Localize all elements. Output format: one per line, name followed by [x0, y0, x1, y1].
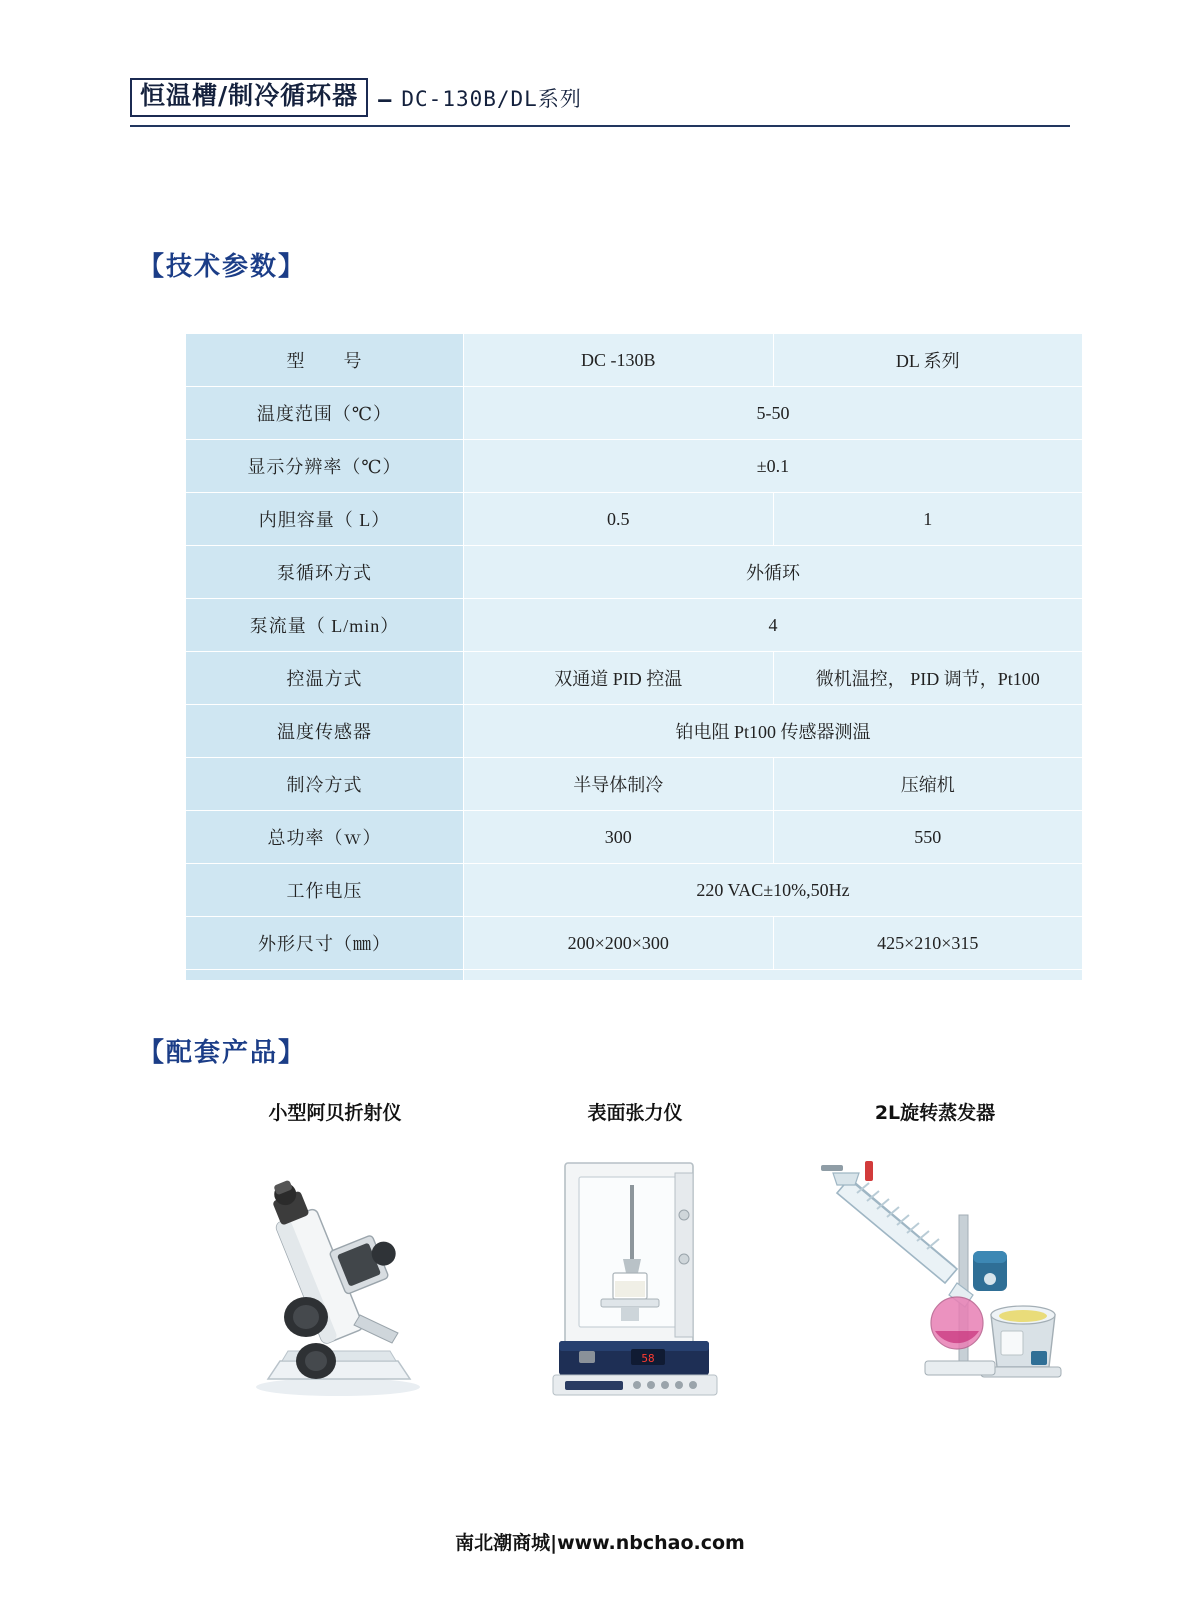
row-label: 制冷方式 — [186, 758, 464, 811]
section-heading-specs: 【技术参数】 — [138, 252, 307, 282]
abbe-refractometer-image — [185, 1155, 485, 1405]
spec-table-container — [185, 333, 1083, 981]
rotary-evaporator-image — [785, 1155, 1085, 1405]
row-label: 工作电压 — [186, 864, 464, 917]
surface-tensiometer-image — [485, 1155, 785, 1405]
page-header — [130, 78, 1070, 127]
page-title: 恒温槽/制冷循环器 — [130, 78, 368, 117]
row-value-dl: 1 — [773, 493, 1083, 546]
row-label: 温度传感器 — [186, 705, 464, 758]
row-value-merged: ±0.1 — [464, 440, 1083, 493]
table-row — [186, 334, 1083, 387]
row-value-dc130b: 半导体制冷 — [464, 758, 774, 811]
row-value-merged: 4 — [464, 599, 1083, 652]
table-row — [186, 758, 1083, 811]
table-row — [186, 811, 1083, 864]
row-value-merged: 外循环 — [464, 546, 1083, 599]
row-label: 泵流量（ L/min） — [186, 599, 464, 652]
row-label: 温度范围（℃） — [186, 387, 464, 440]
header-divider — [130, 125, 1070, 127]
strip-value-cell — [464, 970, 1083, 981]
table-row — [186, 493, 1083, 546]
row-value-dl: 压缩机 — [773, 758, 1083, 811]
row-label: 型 号 — [186, 334, 464, 387]
row-value-dc130b: DC -130B — [464, 334, 774, 387]
row-value-merged: 铂电阻 Pt100 传感器测温 — [464, 705, 1083, 758]
surface-tensiometer-icon — [535, 1155, 735, 1405]
rotary-evaporator-icon — [805, 1155, 1065, 1405]
row-label: 泵循环方式 — [186, 546, 464, 599]
product-item-surface-tensiometer — [485, 1098, 785, 1405]
row-value-dc130b: 双通道 PID 控温 — [464, 652, 774, 705]
row-value-dl: 550 — [773, 811, 1083, 864]
product-title: 小型阿贝折射仪 — [268, 1102, 402, 1124]
table-row — [186, 864, 1083, 917]
strip-label-cell — [186, 970, 464, 981]
section-heading-products: 【配套产品】 — [138, 1038, 307, 1068]
row-value-dl: 微机温控， PID 调节，Pt100 — [773, 652, 1083, 705]
row-value-dc130b: 300 — [464, 811, 774, 864]
table-row — [186, 705, 1083, 758]
product-title: 表面张力仪 — [587, 1102, 683, 1124]
product-gallery — [185, 1098, 1085, 1405]
row-label: 总功率（ｗ） — [186, 811, 464, 864]
model-series-label: DC-130B/DL系列 — [401, 86, 582, 111]
row-value-merged: 5-50 — [464, 387, 1083, 440]
product-item-rotary-evaporator — [785, 1098, 1085, 1405]
svg-text:58: 58 — [641, 1352, 655, 1365]
footer-brand: 南北潮商城|www.nbchao.com — [455, 1532, 745, 1554]
product-title: 2L旋转蒸发器 — [874, 1102, 996, 1124]
product-item-abbe-refractometer — [185, 1098, 485, 1405]
table-bottom-strip — [186, 970, 1083, 981]
row-label: 显示分辨率（℃） — [186, 440, 464, 493]
table-row — [186, 387, 1083, 440]
spec-table-body — [186, 334, 1083, 981]
row-label: 内胆容量（ L） — [186, 493, 464, 546]
table-row — [186, 652, 1083, 705]
row-value-dl: DL 系列 — [773, 334, 1083, 387]
header-title-row — [130, 78, 1070, 125]
row-value-dl: 425×210×315 — [773, 917, 1083, 970]
table-row — [186, 917, 1083, 970]
table-row — [186, 599, 1083, 652]
title-dash-separator: — — [378, 87, 392, 113]
row-label: 外形尺寸（㎜） — [186, 917, 464, 970]
row-value-dc130b: 200×200×300 — [464, 917, 774, 970]
row-label: 控温方式 — [186, 652, 464, 705]
row-value-merged: 220 VAC±10%,50Hz — [464, 864, 1083, 917]
table-row — [186, 546, 1083, 599]
row-value-dc130b: 0.5 — [464, 493, 774, 546]
table-row — [186, 440, 1083, 493]
abbe-refractometer-icon — [220, 1165, 450, 1405]
spec-table — [185, 333, 1083, 981]
